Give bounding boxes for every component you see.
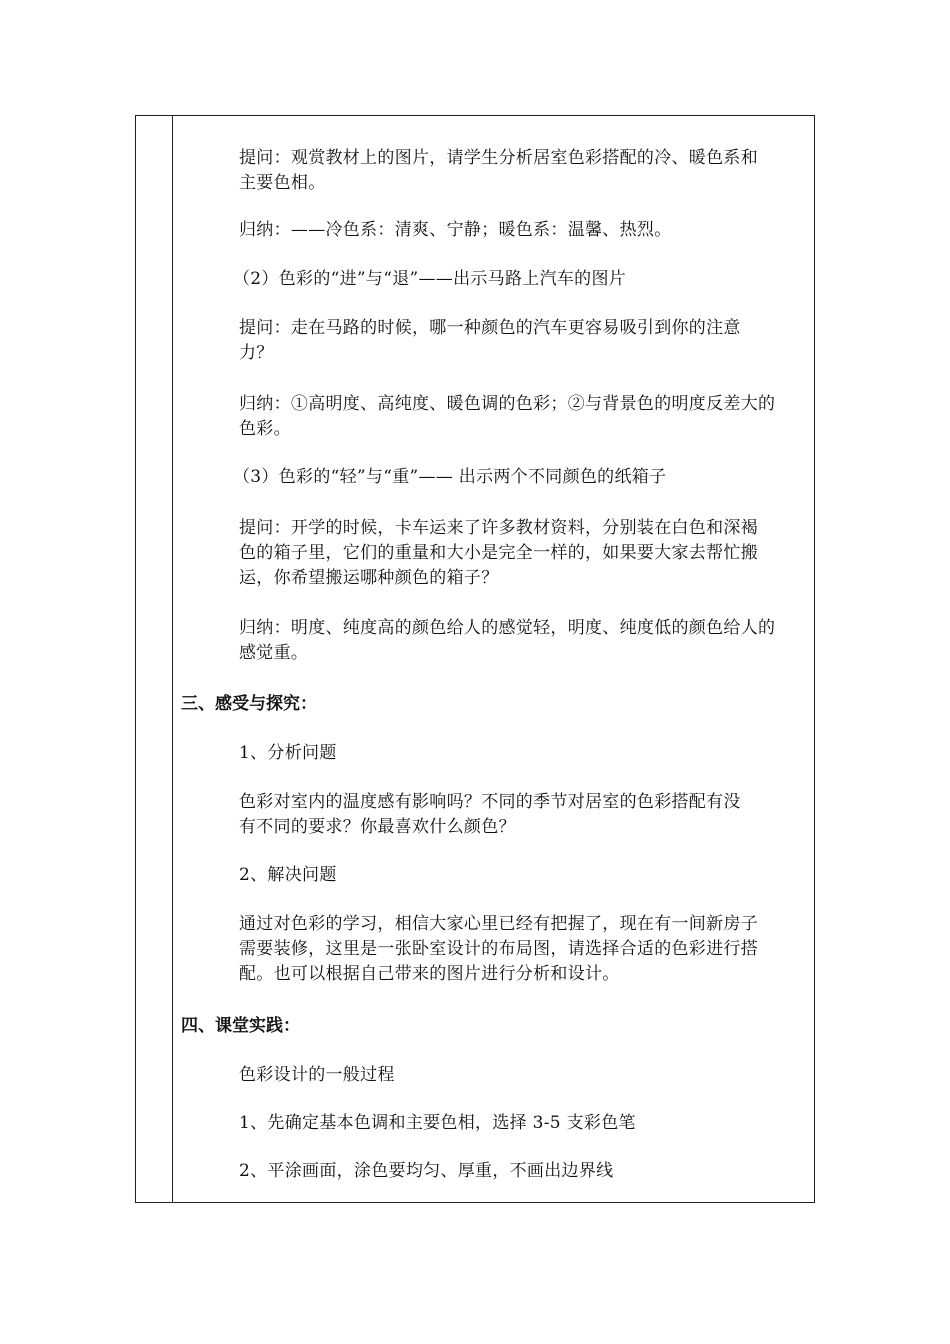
section-4-step-1: 1、先确定基本色调和主要色相，选择 3-5 支彩色笔 — [239, 1113, 636, 1133]
text-line: 主要色相。 — [239, 173, 326, 193]
text-line: 提问：走在马路的时候，哪一种颜色的汽车更容易吸引到你的注意 — [239, 318, 741, 338]
text-line: （2）色彩的“进”与“退”——出示马路上汽车的图片 — [233, 269, 627, 289]
text-line: 运，你希望搬运哪种颜色的箱子？ — [239, 568, 499, 588]
section-4-heading: 四、课堂实践： — [181, 1016, 300, 1036]
section-3-heading: 三、感受与探究： — [181, 694, 317, 714]
subtopic-2 — [233, 267, 808, 292]
section-4-step-2: 2、平涂画面，涂色要均匀、厚重，不画出边界线 — [239, 1161, 614, 1181]
section-3-sub-1: 1、分析问题 — [239, 743, 337, 763]
text-line: 需要装修，这里是一张卧室设计的布局图，请选择合适的色彩进行搭 — [239, 939, 758, 959]
question-1 — [239, 146, 814, 196]
section-4-intro: 色彩设计的一般过程 — [239, 1065, 395, 1085]
section-3-para-1 — [239, 790, 814, 840]
text-line: 提问：开学的时候，卡车运来了许多教材资料，分别装在白色和深褐 — [239, 518, 758, 538]
section-3-sub-2: 2、解决问题 — [239, 865, 337, 885]
summary-1 — [239, 218, 814, 243]
section-3-para-2 — [239, 912, 814, 987]
text-line: 归纳：①高明度、高纯度、暖色调的色彩；②与背景色的明度反差大的 — [239, 394, 776, 414]
text-line: 色彩对室内的温度感有影响吗？不同的季节对居室的色彩搭配有没 — [239, 792, 741, 812]
text-line: 感觉重。 — [239, 643, 309, 663]
text-line: 归纳：——冷色系：清爽、宁静；暖色系：温馨、热烈。 — [239, 220, 672, 240]
text-line: 色的箱子里，它们的重量和大小是完全一样的，如果要大家去帮忙搬 — [239, 543, 758, 563]
question-3 — [239, 516, 814, 591]
text-line: 力？ — [239, 343, 274, 363]
text-line: 通过对色彩的学习，相信大家心里已经有把握了，现在有一间新房子 — [239, 914, 758, 934]
question-2 — [239, 316, 814, 366]
table-content-cell — [173, 116, 814, 1202]
text-line: 配。也可以根据自己带来的图片进行分析和设计。 — [239, 964, 620, 984]
summary-2 — [239, 392, 814, 442]
table-left-column — [136, 116, 173, 1202]
text-line: （3）色彩的“轻”与“重”—— 出示两个不同颜色的纸箱子 — [233, 467, 667, 487]
text-line: 归纳：明度、纯度高的颜色给人的感觉轻，明度、纯度低的颜色给人的 — [239, 618, 776, 638]
text-line: 提问：观赏教材上的图片，请学生分析居室色彩搭配的冷、暖色系和 — [239, 148, 758, 168]
text-line: 色彩。 — [239, 419, 291, 439]
summary-3 — [239, 616, 814, 666]
subtopic-3 — [233, 465, 808, 490]
lesson-table — [135, 115, 815, 1203]
text-line: 有不同的要求？你最喜欢什么颜色？ — [239, 817, 516, 837]
